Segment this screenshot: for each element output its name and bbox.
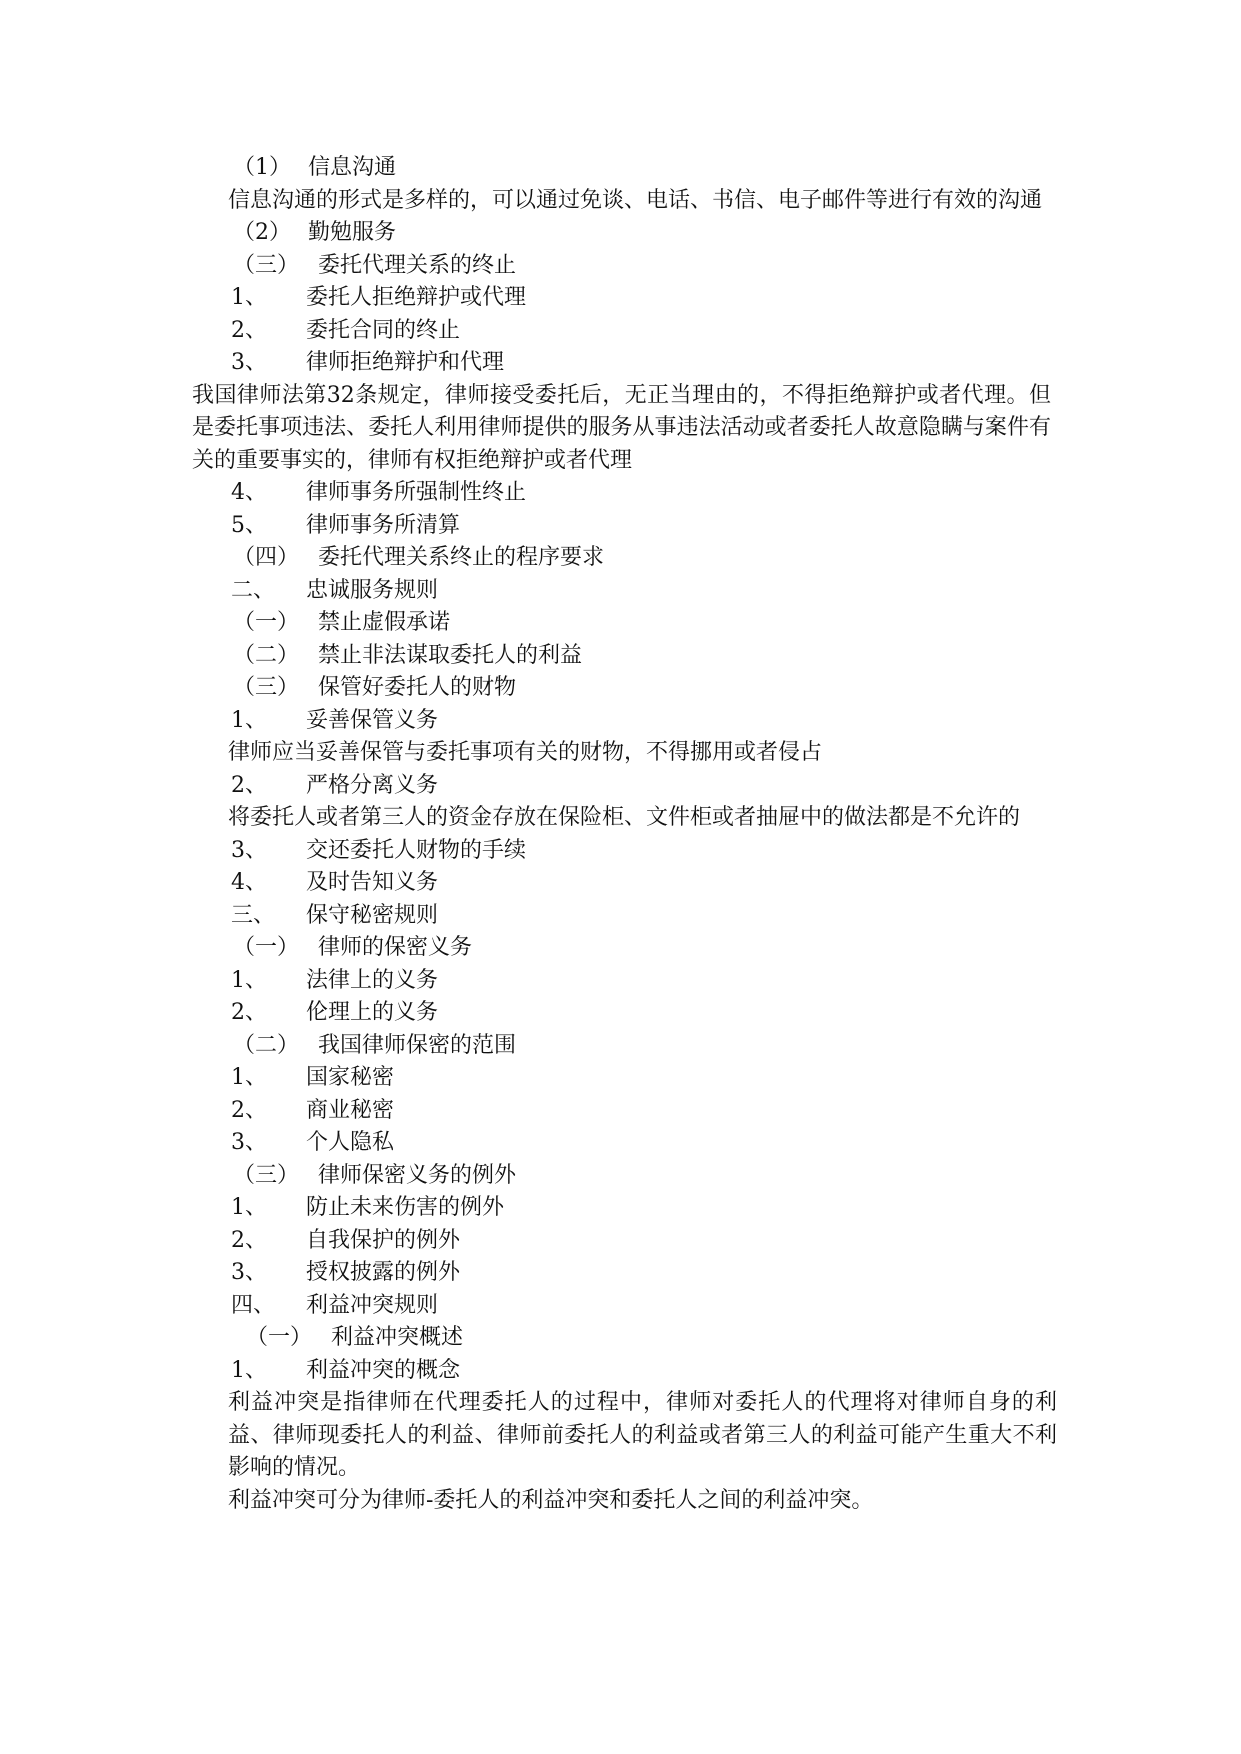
item-text: 利益冲突概述 <box>331 1325 464 1350</box>
section-heading <box>0 1160 1241 1193</box>
numbered-item <box>0 477 1241 510</box>
item-marker: （三） <box>233 1162 300 1188</box>
numbered-item <box>0 835 1241 868</box>
numbered-item <box>0 770 1241 803</box>
item-marker: 1、 <box>231 1357 267 1383</box>
item-text: 商业秘密 <box>306 1097 395 1123</box>
numbered-item <box>0 965 1241 998</box>
section-heading <box>0 542 1241 575</box>
item-marker: 1、 <box>231 1195 267 1220</box>
item-text: 保管好委托人的财物 <box>318 675 517 700</box>
item-marker: 4、 <box>231 480 267 505</box>
item-marker: 3、 <box>231 1130 267 1155</box>
item-text: 忠诚服务规则 <box>306 577 439 603</box>
item-marker: 4、 <box>231 870 267 895</box>
numbered-item <box>0 1355 1241 1388</box>
chapter-heading <box>0 900 1241 933</box>
chapter-heading <box>0 575 1241 608</box>
item-text: 勤勉服务 <box>308 220 397 245</box>
item-marker: （一） <box>246 1325 313 1350</box>
section-heading <box>0 607 1241 640</box>
item-marker: （2） <box>233 220 291 245</box>
section-heading <box>0 1030 1241 1063</box>
item-text: 伦理上的义务 <box>306 1000 439 1025</box>
numbered-item <box>0 510 1241 543</box>
item-marker: 2、 <box>231 317 267 343</box>
section-heading <box>0 1322 1241 1355</box>
item-marker: 二、 <box>231 577 276 603</box>
item-text: 交还委托人财物的手续 <box>306 837 527 863</box>
item-marker: 2、 <box>231 1227 267 1253</box>
item-marker: 2、 <box>231 1000 267 1025</box>
body-paragraph: 我国律师法第32条规定，律师接受委托后，无正当理由的，不得拒绝辩护或者代理。但是委托事项违法、委托人利用律师提供的服务从事违法活动或者委托人故意隐瞒与案件有关的重要事实的，律师有权拒绝辩护或者代理 <box>192 382 1051 473</box>
item-text: 保守秘密规则 <box>306 902 439 928</box>
numbered-item <box>0 1095 1241 1128</box>
item-text: 妥善保管义务 <box>306 707 439 733</box>
item-text: 禁止虚假承诺 <box>318 610 451 635</box>
item-marker: 2、 <box>231 1097 267 1123</box>
section-heading <box>0 932 1241 965</box>
item-marker: 3、 <box>231 1260 267 1285</box>
item-marker: 1、 <box>231 1065 267 1090</box>
item-marker: （1） <box>233 155 291 180</box>
item-text: 委托代理关系终止的程序要求 <box>318 545 605 570</box>
numbered-item <box>0 1062 1241 1095</box>
item-marker: （一） <box>233 935 300 960</box>
item-text: 个人隐私 <box>306 1130 395 1155</box>
item-text: 我国律师保密的范围 <box>318 1032 517 1058</box>
document-body <box>0 152 1241 1517</box>
item-text: 授权披露的例外 <box>306 1260 461 1285</box>
numbered-item <box>0 1192 1241 1225</box>
item-text: 律师保密义务的例外 <box>318 1162 517 1188</box>
numbered-item <box>0 997 1241 1030</box>
numbered-item <box>0 1257 1241 1290</box>
subheading-line <box>0 152 1241 185</box>
item-marker: 3、 <box>231 837 267 863</box>
numbered-item <box>0 867 1241 900</box>
item-marker: 三、 <box>231 902 276 928</box>
item-marker: （三） <box>233 675 300 700</box>
body-paragraph: 利益冲突可分为律师-委托人的利益冲突和委托人之间的利益冲突。 <box>228 1487 874 1513</box>
numbered-item <box>0 1225 1241 1258</box>
item-marker: （一） <box>233 610 300 635</box>
numbered-item <box>0 315 1241 348</box>
item-text: 严格分离义务 <box>306 772 439 798</box>
item-marker: 四、 <box>231 1292 276 1318</box>
item-marker: （二） <box>233 1032 300 1058</box>
item-text: 及时告知义务 <box>306 870 439 895</box>
body-paragraph: 将委托人或者第三人的资金存放在保险柜、文件柜或者抽屉中的做法都是不允许的 <box>228 805 1021 830</box>
item-text: 律师事务所清算 <box>306 512 461 538</box>
item-text: 信息沟通 <box>308 155 397 180</box>
item-text: 委托人拒绝辩护或代理 <box>306 285 527 310</box>
item-marker: （四） <box>233 545 300 570</box>
numbered-item <box>0 347 1241 380</box>
item-marker: 1、 <box>231 707 267 733</box>
numbered-item <box>0 705 1241 738</box>
item-marker: 1、 <box>231 285 267 310</box>
numbered-item <box>0 282 1241 315</box>
item-text: 委托合同的终止 <box>306 317 461 343</box>
item-text: 律师事务所强制性终止 <box>306 480 527 505</box>
item-text: 法律上的义务 <box>306 967 439 993</box>
item-marker: （三） <box>233 252 300 278</box>
item-marker: （二） <box>233 642 300 668</box>
item-text: 律师的保密义务 <box>318 935 473 960</box>
item-text: 防止未来伤害的例外 <box>306 1195 505 1220</box>
numbered-item <box>0 1127 1241 1160</box>
body-paragraph: 律师应当妥善保管与委托事项有关的财物，不得挪用或者侵占 <box>228 740 823 765</box>
item-marker: 2、 <box>231 772 267 798</box>
item-text: 委托代理关系的终止 <box>318 252 517 278</box>
chapter-heading <box>0 1290 1241 1323</box>
subheading-line <box>0 217 1241 250</box>
item-text: 利益冲突规则 <box>306 1292 439 1318</box>
item-marker: 1、 <box>231 967 267 993</box>
item-text: 利益冲突的概念 <box>306 1357 461 1383</box>
item-text: 律师拒绝辩护和代理 <box>306 350 505 375</box>
body-paragraph: 信息沟通的形式是多样的，可以通过免谈、电话、书信、电子邮件等进行有效的沟通 <box>228 187 1043 213</box>
body-paragraph: 利益冲突是指律师在代理委托人的过程中，律师对委托人的代理将对律师自身的利益、律师现委托人的利益、律师前委托人的利益或者第三人的利益可能产生重大不利影响的情况。 <box>228 1390 1057 1480</box>
item-text: 国家秘密 <box>306 1065 395 1090</box>
section-heading <box>0 640 1241 673</box>
item-marker: 3、 <box>231 350 267 375</box>
item-marker: 5、 <box>231 512 267 538</box>
item-text: 自我保护的例外 <box>306 1227 461 1253</box>
item-text: 禁止非法谋取委托人的利益 <box>318 642 583 668</box>
section-heading <box>0 672 1241 705</box>
section-heading <box>0 250 1241 283</box>
